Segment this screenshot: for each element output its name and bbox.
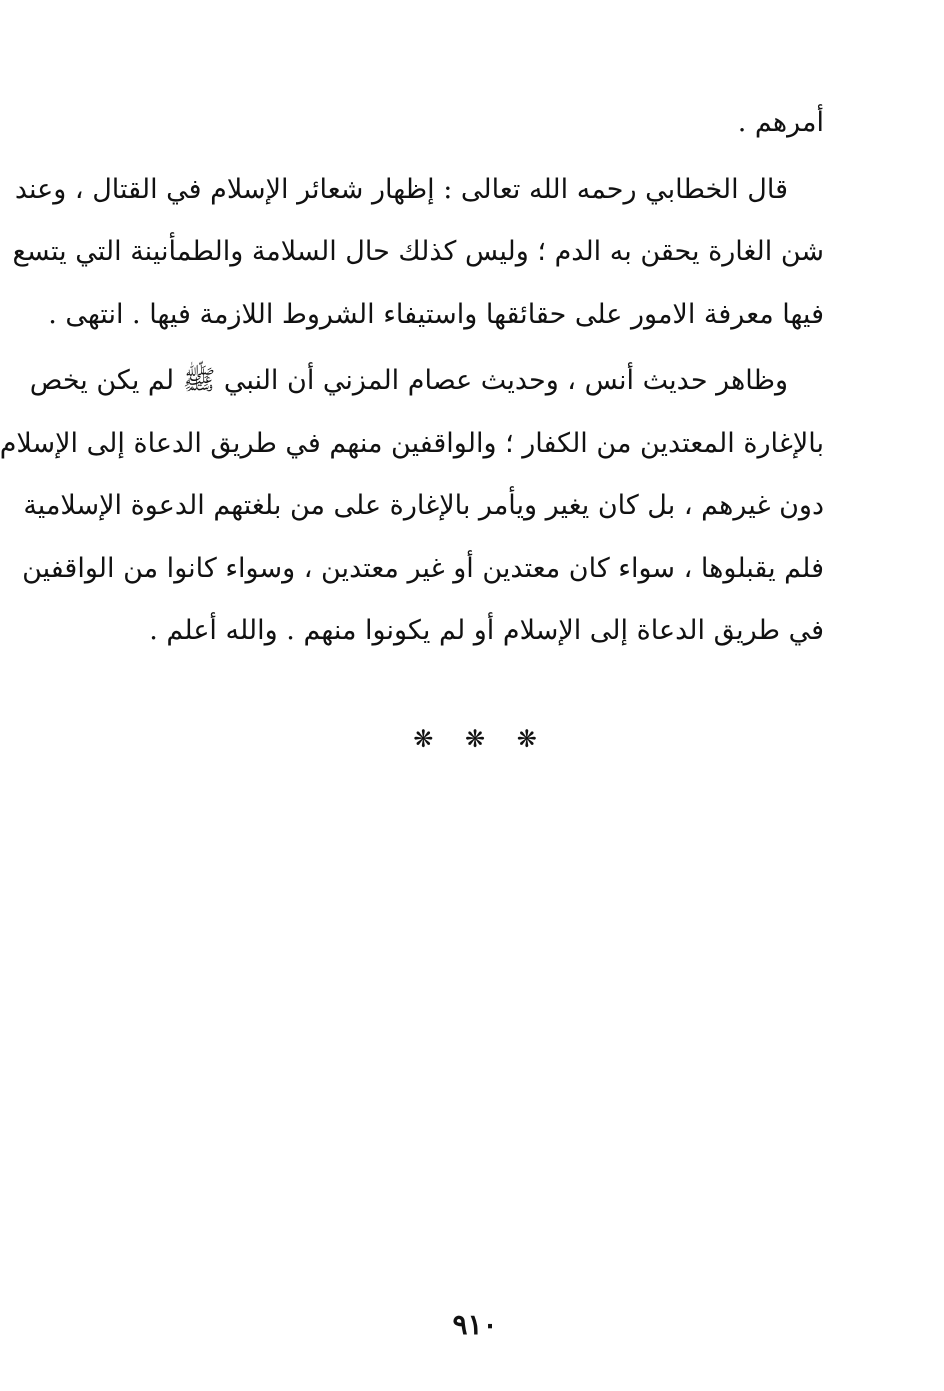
text-line: فيها معرفة الامور على حقائقها واستيفاء الشروط اللازمة فيها . انتهى . — [48, 298, 824, 330]
text-line: دون غيرهم ، بل كان يغير ويأمر بالإغارة على من بلغتهم الدعوة الإسلامية — [23, 490, 824, 521]
text-line: شن الغارة يحقن به الدم ؛ وليس كذلك حال السلامة والطمأنينة التي يتسع — [12, 236, 824, 267]
text-line: بالإغارة المعتدين من الكفار ؛ والواقفين منهم في طريق الدعاة إلى الإسلام — [0, 427, 824, 459]
text-line: فلم يقبلوها ، سواء كان معتدين أو غير معتدين ، وسواء كانوا من الواقفين — [22, 552, 824, 584]
page-body-text — [0, 92, 824, 663]
text-line: أمرهم . — [737, 107, 824, 138]
asterism-icon: ❋ — [413, 725, 434, 753]
asterism-icon: ❋ — [464, 725, 486, 753]
text-line: قال الخطابي رحمه الله تعالى : إظهار شعائر الإسلام في القتال ، وعند — [14, 173, 788, 205]
text-line: وظاهر حديث أنس ، وحديث عصام المزني أن النبي ﷺ لم يكن يخص — [29, 365, 788, 396]
text-line: في طريق الدعاة إلى الإسلام أو لم يكونوا منهم . والله أعلم . — [149, 615, 824, 646]
page-number: ٩١٠ — [452, 1308, 498, 1341]
section-separator — [6, 725, 944, 753]
asterism-icon: ❋ — [516, 725, 537, 753]
